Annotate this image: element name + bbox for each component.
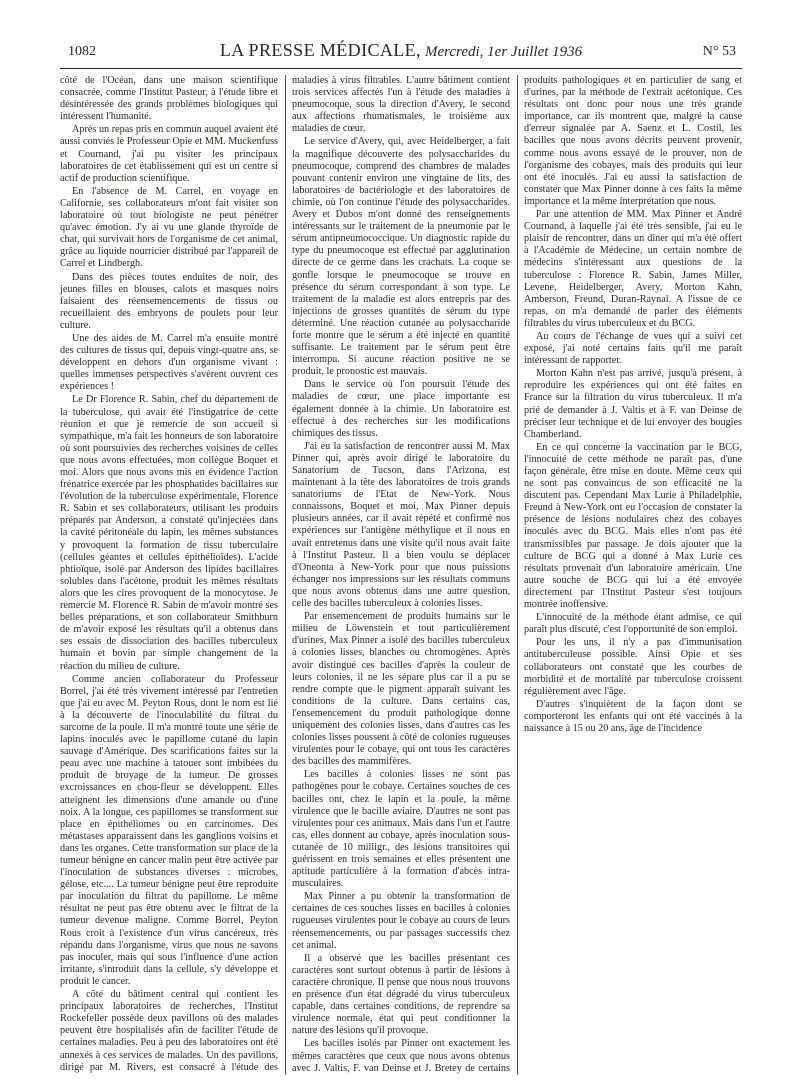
paragraph: Le service d'Avery, qui, avec Heidelberger, a fait la magnifique découverte des polysaccharides du pneumocoque, comprend des chambres de malades pouvant contenir environ une vingtaine de lits, des laboratoires de bactériologie et des laboratoires de chimie, où l'on continue l'étude des polysaccharides. Avery et Dubos m'ont donné des renseignements intéressants sur le traitement de la pneumonie par le sérum antipneumococcique. Un diagnostic rapide du type du pneumocoque est effectué par agglutination directe de ce germe dans les crachats. La coque se gonfle lorsque le pneumocoque se trouve en présence du sérum correspondant à son type. Le traitement de la maladie est alors entrepris par des injections de grosses quantités de sérum du type déterminé. Une réaction cutanée au polysaccharide forte montre que le sérum a été injecté en quantité suffisante. Le traitement par le sérum peut être interrompu. Si aucune réaction positive ne se produit, le pronostic est mauvais. [292, 136, 510, 378]
page-number: 1082 [68, 44, 96, 59]
paragraph: A côté du bâtiment central qui contient les principaux laboratoires de recherches, l'Institut Rockefeller possède deux pavillons où des malades peuvent être hospitalisés afin de faciliter l'étude de certaines maladies. Peu à peu des laboratoires ont été annexés à ces services de malades. Un des pavillons, dirigé par M. Rivers, est consacré à l'étude des maladies à virus filtrables. L'autre bâtiment contient trois services affectés l'un à l'étude des maladies à pneumocoque, sous la direction d'Avery, le second aux affections rhumatismales, le troisième aux maladies de cœur. [60, 75, 510, 1073]
header-rule [60, 68, 742, 69]
paragraph: Dans le service où l'on poursuit l'étude des maladies de cœur, une place importante est également donnée à la chimie. Un laboratoire est effectué à des recherches sur les modifications chimiques des tissus. [292, 379, 510, 439]
paragraph: Il a observé que les bacilles présentant ces caractères sont surtout obtenus à partir de lésions à caractère chronique. Il pense que nous nous trouvons en présence d'un état dégradé du virus tuberculeux capable, dans certaines conditions, de reprendre sa virulence normale, état qui peut conditionner la nature des lésions qu'il provoque. [292, 952, 510, 1037]
paragraph: Une des aides de M. Carrel m'a ensuite montré des cultures de tissus qui, depuis vingt-quatre ans, se développent en dehors d'un organisme vivant : quelles immenses perspectives s'avèrent ouvrent ces expériences ! [60, 332, 278, 393]
paragraph: D'autres s'inquiètent de la façon dont se comporteront les enfants qui ont été vaccinés à la naissance à 15 ou 20 ans, âge de l'incidence [524, 698, 742, 734]
paragraph: Comme ancien collaborateur du Professeur Borrel, j'ai été très vivement intéressé par l'entretien que j'ai eu avec M. Peyton Rous, dont le nom est lié à la découverte de l'inoculabilité du filtrat du sarcome de la poule. Il m'a montré toute une série de lapins inoculés avec le papillome cutané du lapin sauvage d'Amérique. Des scarifications faites sur la peau avec une machine à tatouer sont imbibées du produit de broyage de la tumeur. De grosses excroissances en chou-fleur se développent. Elles atteignent les dimensions d'une amande ou d'une noix. A la longue, ces papillomes se transforment sur place en épithéliomes ou en carcinomes. Des métastases apparaissent dans les ganglions voisins et dans les organes. Cette transformation sur place de la tumeur bénigne en cancer malin peut être activée par l'inoculation de substances diverses : microbes, gélose, etc.... La tumeur bénigne peut être reproduite par inoculation du filtrat du papillome. Le même résultat ne peut pas être obtenu avec le filtrat de la tumeur devenue maligne. Comme Borrel, Peyton Rous croit à l'existence d'un virus cancéreux, très répandu dans l'organisme, virus que nous ne savons pas inoculer, mais qui sous l'influence d'une action irritante, s'introduit dans la cellule, s'y développe et produit le cancer. [60, 673, 278, 987]
paragraph: Après un repas pris en commun auquel avaient été aussi conviés le Professeur Opie et MM. Muckenfuss et Cournand, j'ai pu visiter les principaux laboratoires de cet établissement qui est un centre si actif de production scientifique. [60, 124, 278, 184]
paragraph: Dans des pièces toutes enduites de noir, des jeunes filles en blouses, calots et masques noirs faisaient des réensemencements de tissus ou recueillaient des embryons de poulets pour leur culture. [60, 271, 278, 331]
paragraph: J'ai eu la satisfaction de rencontrer aussi M. Max Pinner qui, après avoir dirigé le laboratoire du Sanatorium de Tucson, dans l'Arizona, est maintenant à la tête des laboratoires de trois grands sanatoriums de l'Etat de New-York. Nous connaissons, Boquet et moi, Max Pinner depuis plusieurs années, car il avait répété et confirmé nos expériences sur l'antigène méthylique et il nous en avait entretenus dans une visite qu'il nous avait faite à l'Institut Pasteur. Il a bien voulu se déplacer d'Oneonta à New-York pour que nous puissions échanger nos impressions sur les résultats communs que nous avons obtenus dans une autre question, celle des bacilles tuberculeux à colonies lisses. [292, 440, 510, 610]
paragraph: Les bacilles isolés par Pinner ont exactement les mêmes caractères que ceux que nous avons obtenus avec J. Valtis, F. van Deinse et J. Bretey de certains produits pathologiques et en particulier de sang et d'urines, par la méthode de l'extrait acétonique. Ces résultats ont donc pour nous une très grande importance, car ils montrent que, malgré la cause d'erreur signalée par A. Saenz et L. Costil, les bacilles que nous avons décrits peuvent provenir, comme nous avons essayé de le prouver, non de l'organisme des cobayes, mais des produits qui leur ont été inoculés. J'ai eu aussi la satisfaction de constater que Max Pinner donne à ces faits la même importance et la même interprétation que nous. [292, 75, 742, 1074]
running-title [60, 40, 742, 61]
paragraph: Morton Kahn n'est pas arrivé, jusqu'à présent, à reproduire les expériences qui ont été faites en France sur la filtration du virus tuberculeux. Il m'a prié de demander à J. Valtis et à F. van Deinse de préciser leur technique et de lui envoyer des bougies Chamberland. [524, 368, 742, 440]
paragraph: Pour les uns, il n'y a pas d'immunisation antituberculeuse possible. Ainsi Opie et ses collaborateurs ont constaté que les courbes de morbidité et de mortalité par tuberculose croissent régulièrement avec l'âge. [524, 637, 742, 697]
paragraph: En ce qui concerne la vaccination par le BCG, l'innocuité de cette méthode ne paraît pas, d'une façon générale, être mise en doute. Même ceux qui ne sont pas convaincus de son efficacité ne la discutent pas. Cependant Max Lurie à Philadelphie, Freund à New-York ont eu l'occasion de constater la présence de lésions nodulaires chez des cobayes inoculés avec du BCG. Mais elles n'ont pas été transmissibles par passage. Je dois ajouter que la culture de BCG qui a donné à Max Lurie ces résultats provenait d'un laboratoire américain. Une autre souche de BCG qui lui a été envoyée directement par l'Institut Pasteur s'est toujours montrée inoffensive. [524, 441, 742, 611]
paragraph: Les bacilles à colonies lisses ne sont pas pathogènes pour le cobaye. Certaines souches de ces bacilles ont, chez le lapin et la poule, la même virulence que le bacille aviaire. D'autres ne sont pas virulentes pour ces animaux. Mais dans l'un et l'autre cas, elles donnent au cobaye, après inoculation sous-cutanée de 10 milligr., des lésions transitoires qui guérissent en trois semaines et elles présentent une aptitude particulière à la formation d'abcès intra-musculaires. [292, 769, 510, 890]
paragraph: Max Pinner a pu obtenir la transformation de certaines de ces souches lisses en bacilles à colonies rugueuses virulentes pour le cobaye au cours de leurs réensemencements, ou par passages successifs chez cet animal. [292, 891, 510, 951]
paragraph: L'innocuité de la méthode étant admise, ce qui paraît plus discuté, c'est l'opportunité de son emploi. [524, 612, 742, 636]
paragraph: En l'absence de M. Carrel, en voyage en Californie, ses collaborateurs m'ont fait visiter son laboratoire où tout biologiste ne peut pénétrer qu'avec émotion. J'y ai vu une glande thyroïde de chat, qui survivait hors de l'organisme de cet animal, grâce au liquide nourricier distribué par l'appareil de Carrel et Lindbergh. [60, 185, 278, 270]
paragraph: Le Dr Florence R. Sabin, chef du département de la tuberculose, qui avait été l'instigatrice de cette réunion et que je remercie de son accueil si sympathique, m'a fait les honneurs de son laboratoire où sont poursuivies des recherches voisines de celles que nous avons effectuées, mon collègue Boquet et moi. Alors que nous avons mis en évidence l'action frénatrice exercée par les phosphatides bacillaires sur l'évolution de la tuberculose expérimentale, Florence R. Sabin et ses collaborateurs, utilisant les produits préparés par Anderson, a constaté qu'injectées dans la cavité péritonéale du lapin, les mêmes substances y provoquent la formation de tissu tuberculaire (cellules géantes et cellules épithélioïdes). L'acide phtioïque, isolé par Anderson des lipides bacillaires solubles dans l'acétone, produit les mêmes résultats alors que les cires provoquent de la monocytose. Je remercie M. Florence R. Sabin de m'avoir montré ses belles préparations, et son collaborateur Smithburn de m'avoir exposé les résultats qu'il a obtenus dans ses essais de dissociation des bacilles tuberculeux humain et bovin par simple changement de la réaction du milieu de culture. [60, 394, 278, 672]
issue-number: N° 53 [702, 44, 736, 59]
issue-date: Mercredi, 1er Juillet 1936 [424, 44, 583, 60]
page-header [60, 40, 742, 68]
paragraph: Par une attention de MM. Max Pinner et André Cournand, à laquelle j'ai été très sensible, j'ai eu le plaisir de rencontrer, dans un dîner qui m'a été offert à l'Académie de Médecine, un certain nombre de médecins s'intéressant aux questions de la tuberculose : Florence R. Sabin, James Miller, Levene, Heidelberger, Avery, Morton Kahn, Amberson, Freund, Duran-Raynal. A l'issue de ce repas, on m'a demandé de parler des éléments filtrables du virus tuberculeux et du BCG. [524, 209, 742, 329]
article-body [60, 75, 742, 1075]
paragraph: côté de l'Océan, dans une maison scientifique consacrée, comme l'Institut Pasteur, à l'étude libre et désintéressée des grands problèmes biologiques qui intéressent l'humanité. [60, 75, 278, 123]
journal-title: LA PRESSE MÉDICALE, [219, 40, 421, 60]
paragraph: Au cours de l'échange de vues qui a suivi cet exposé, j'ai noté certains faits qu'il me paraît intéressant de rapporter. [524, 330, 742, 367]
paragraph: Par ensemencement de produits humains sur le milieu de Löwenstein et tout particulièrement d'urines, Max Pinner a isolé des bacilles tuberculeux à colonies lisses, blanches ou chromogènes. Après avoir distingué ces bacilles d'après la couleur de leurs colonies, il ne les sépare plus car il a pu se rendre compte que le pigment apparaît suivant les conditions de la culture. Dans certains cas, l'ensemencement du produit pathologique donne uniquement des colonies lisses, dans d'autres cas les colonies lisses poussent à côté de colonies rugueuses virulentes pour le cobaye, qui ont tous les caractères des bacilles des mammifères. [292, 611, 510, 768]
